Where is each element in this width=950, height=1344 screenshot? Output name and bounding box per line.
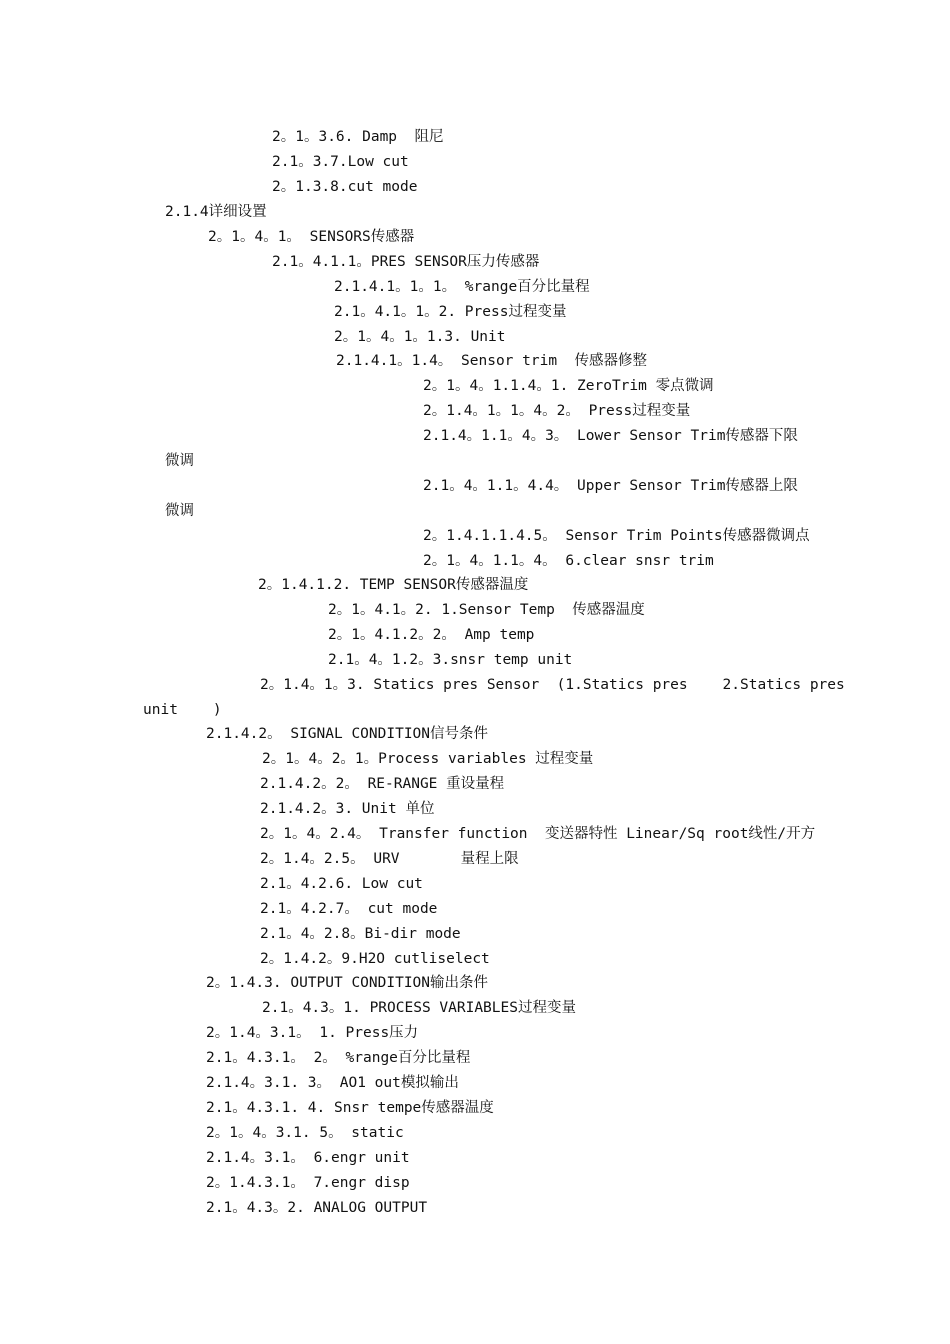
- outline-line: 2.1。4.3.1. 4. Snsr tempe传感器温度: [206, 1100, 494, 1116]
- outline-line: 2.1。4.3.1。 2。 %range百分比量程: [206, 1050, 471, 1066]
- outline-line: 2.1。4.3。2. ANALOG OUTPUT: [206, 1200, 428, 1216]
- outline-line: 2。1.4.3.1。 7.engr disp: [206, 1175, 410, 1191]
- outline-line: 2.1。4.2.7。 cut mode: [260, 901, 438, 917]
- outline-line-wrap: 微调: [165, 453, 194, 469]
- outline-line: 2。1.4。1。1。4。2。 Press过程变量: [423, 403, 691, 419]
- outline-line: 2.1.4。1.1。4。3。 Lower Sensor Trim传感器下限: [423, 428, 798, 444]
- outline-line: 2。1.4。3.1。 1. Press压力: [206, 1025, 419, 1041]
- outline-line: 2。1.4.3. OUTPUT CONDITION输出条件: [206, 975, 489, 991]
- outline-line: 2。1。4.1.2。2。 Amp temp: [328, 627, 535, 643]
- outline-line: 2。1.3.8.cut mode: [272, 179, 418, 195]
- outline-line-wrap: 微调: [165, 503, 194, 519]
- outline-line: 2。1.4.1.2. TEMP SENSOR传感器温度: [258, 577, 529, 593]
- outline-line: 2。1。4。3.1. 5。 static: [206, 1125, 404, 1141]
- outline-line: 2.1.4.1。1.4。 Sensor trim 传感器修整: [336, 353, 648, 369]
- outline-line: 2.1。4。1.2。3.snsr temp unit: [328, 652, 573, 668]
- outline-line: 2。1。4。1。 SENSORS传感器: [208, 229, 415, 245]
- outline-line: 2。1.4。2.5。 URV 量程上限: [260, 851, 519, 867]
- outline-line: 2.1。4.1。1。2. Press过程变量: [334, 304, 567, 320]
- outline-line: 2。1.4.1.1.4.5。 Sensor Trim Points传感器微调点: [423, 528, 810, 544]
- outline-line: 2。1。4。1.1.4。1. ZeroTrim 零点微调: [423, 378, 714, 394]
- outline-line: 2.1.4.2。2。 RE-RANGE 重设量程: [260, 776, 505, 792]
- outline-line: 2.1。4.2.6. Low cut: [260, 876, 423, 892]
- outline-line: 2。1.4.2。9.H2O cutliselect: [260, 951, 490, 967]
- outline-line: 2。1。3.6. Damp 阻尼: [272, 129, 444, 145]
- outline-line: 2.1。4.1.1。PRES SENSOR压力传感器: [272, 254, 540, 270]
- section-heading: 2.1.4详细设置: [165, 204, 267, 220]
- outline-line: 2.1。4。2.8。Bi-dir mode: [260, 926, 461, 942]
- outline-line: 2。1.4。1。3. Statics pres Sensor (1.Statics pres 2.Statics pres: [260, 677, 845, 693]
- outline-line: 2.1。4.3。1. PROCESS VARIABLES过程变量: [262, 1000, 576, 1016]
- outline-line: 2。1。4。2.4。 Transfer function 变送器特性 Linear/Sq root线性/开方: [260, 826, 816, 842]
- outline-line: 2。1。4.1。2. 1.Sensor Temp 传感器温度: [328, 602, 645, 618]
- outline-line-wrap: unit ): [143, 702, 222, 718]
- outline-line: 2。1。4。1。1.3. Unit: [334, 329, 506, 345]
- outline-line: 2。1。4。2。1。Process variables 过程变量: [262, 751, 594, 767]
- outline-line: 2.1.4.2。3. Unit 单位: [260, 801, 435, 817]
- outline-line: 2.1。4。1.1。4.4。 Upper Sensor Trim传感器上限: [423, 478, 798, 494]
- outline-line: 2.1。3.7.Low cut: [272, 154, 409, 170]
- outline-line: 2.1.4.1。1。1。 %range百分比量程: [334, 279, 590, 295]
- outline-line: 2.1.4.2。 SIGNAL CONDITION信号条件: [206, 726, 489, 742]
- outline-line: 2.1.4。3.1. 3。 AO1 out模拟输出: [206, 1075, 459, 1091]
- outline-line: 2.1.4。3.1。 6.engr unit: [206, 1150, 410, 1166]
- outline-line: 2。1。4。1.1。4。 6.clear snsr trim: [423, 553, 714, 569]
